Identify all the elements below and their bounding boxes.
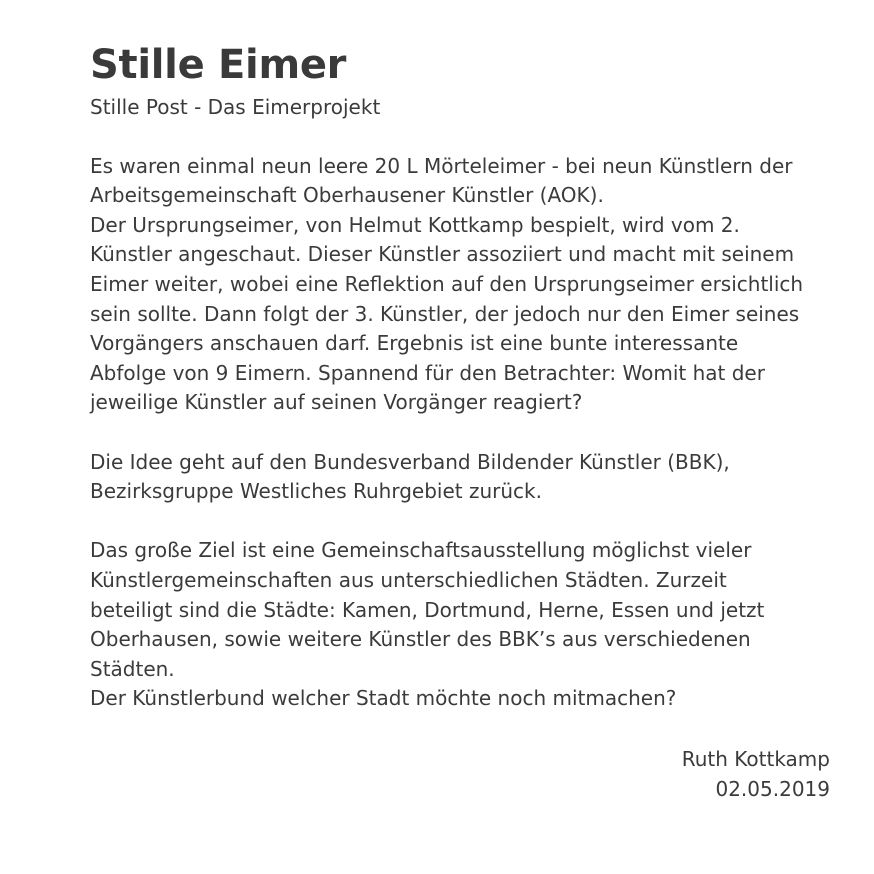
paragraph-spacer (90, 418, 830, 448)
text-line: Es waren einmal neun leere 20 L Mörteleimer - bei neun Künstlern der (90, 153, 793, 178)
text-line: Abfolge von 9 Eimern. Spannend für den Betrachter: Womit hat der (90, 360, 765, 385)
text-line: Städten. (90, 656, 175, 681)
text-line: Das große Ziel ist eine Gemeinschaftsausstellung möglichst vieler (90, 538, 752, 563)
text-line: Der Ursprungseimer, von Helmut Kottkamp bespielt, wird vom 2. (90, 212, 740, 237)
paragraph-goal (90, 536, 830, 714)
paragraph-idea (90, 448, 830, 507)
text-line: Oberhausen, sowie weitere Künstler des BBK’s aus verschiedenen (90, 627, 751, 652)
text-line: Der Künstlerbund welcher Stadt möchte noch mitmachen? (90, 686, 677, 711)
paragraph-spacer (90, 122, 830, 152)
signature-date: 02.05.2019 (715, 776, 830, 801)
text-line: Arbeitsgemeinschaft Oberhausener Künstler (AOK). (90, 183, 604, 208)
text-line: beteiligt sind die Städte: Kamen, Dortmund, Herne, Essen und jetzt (90, 597, 765, 622)
text-line: jeweilige Künstler auf seinen Vorgänger reagiert? (90, 390, 583, 415)
paragraph-spacer (90, 507, 830, 537)
text-line: sein sollte. Dann folgt der 3. Künstler, der jedoch nur den Eimer seines (90, 301, 800, 326)
text-line: Vorgängers anschauen darf. Ergebnis ist eine bunte interessante (90, 331, 739, 356)
paragraph-intro (90, 152, 830, 418)
text-line: Künstler angeschaut. Dieser Künstler assoziiert und macht mit seinem (90, 242, 795, 267)
text-line: Künstlergemeinschaften aus unterschiedlichen Städten. Zurzeit (90, 567, 727, 592)
document-title: Stille Eimer (90, 42, 347, 88)
document-body (90, 38, 830, 714)
document-subtitle: Stille Post - Das Eimerprojekt (90, 95, 381, 119)
text-line: Eimer weiter, wobei eine Reflektion auf den Ursprungseimer ersichtlich (90, 271, 804, 296)
signature-block (682, 745, 830, 804)
text-line: Die Idee geht auf den Bundesverband Bildender Künstler (BBK), (90, 449, 730, 474)
text-line: Bezirksgruppe Westliches Ruhrgebiet zurück. (90, 479, 542, 504)
signature-name: Ruth Kottkamp (681, 747, 830, 771)
